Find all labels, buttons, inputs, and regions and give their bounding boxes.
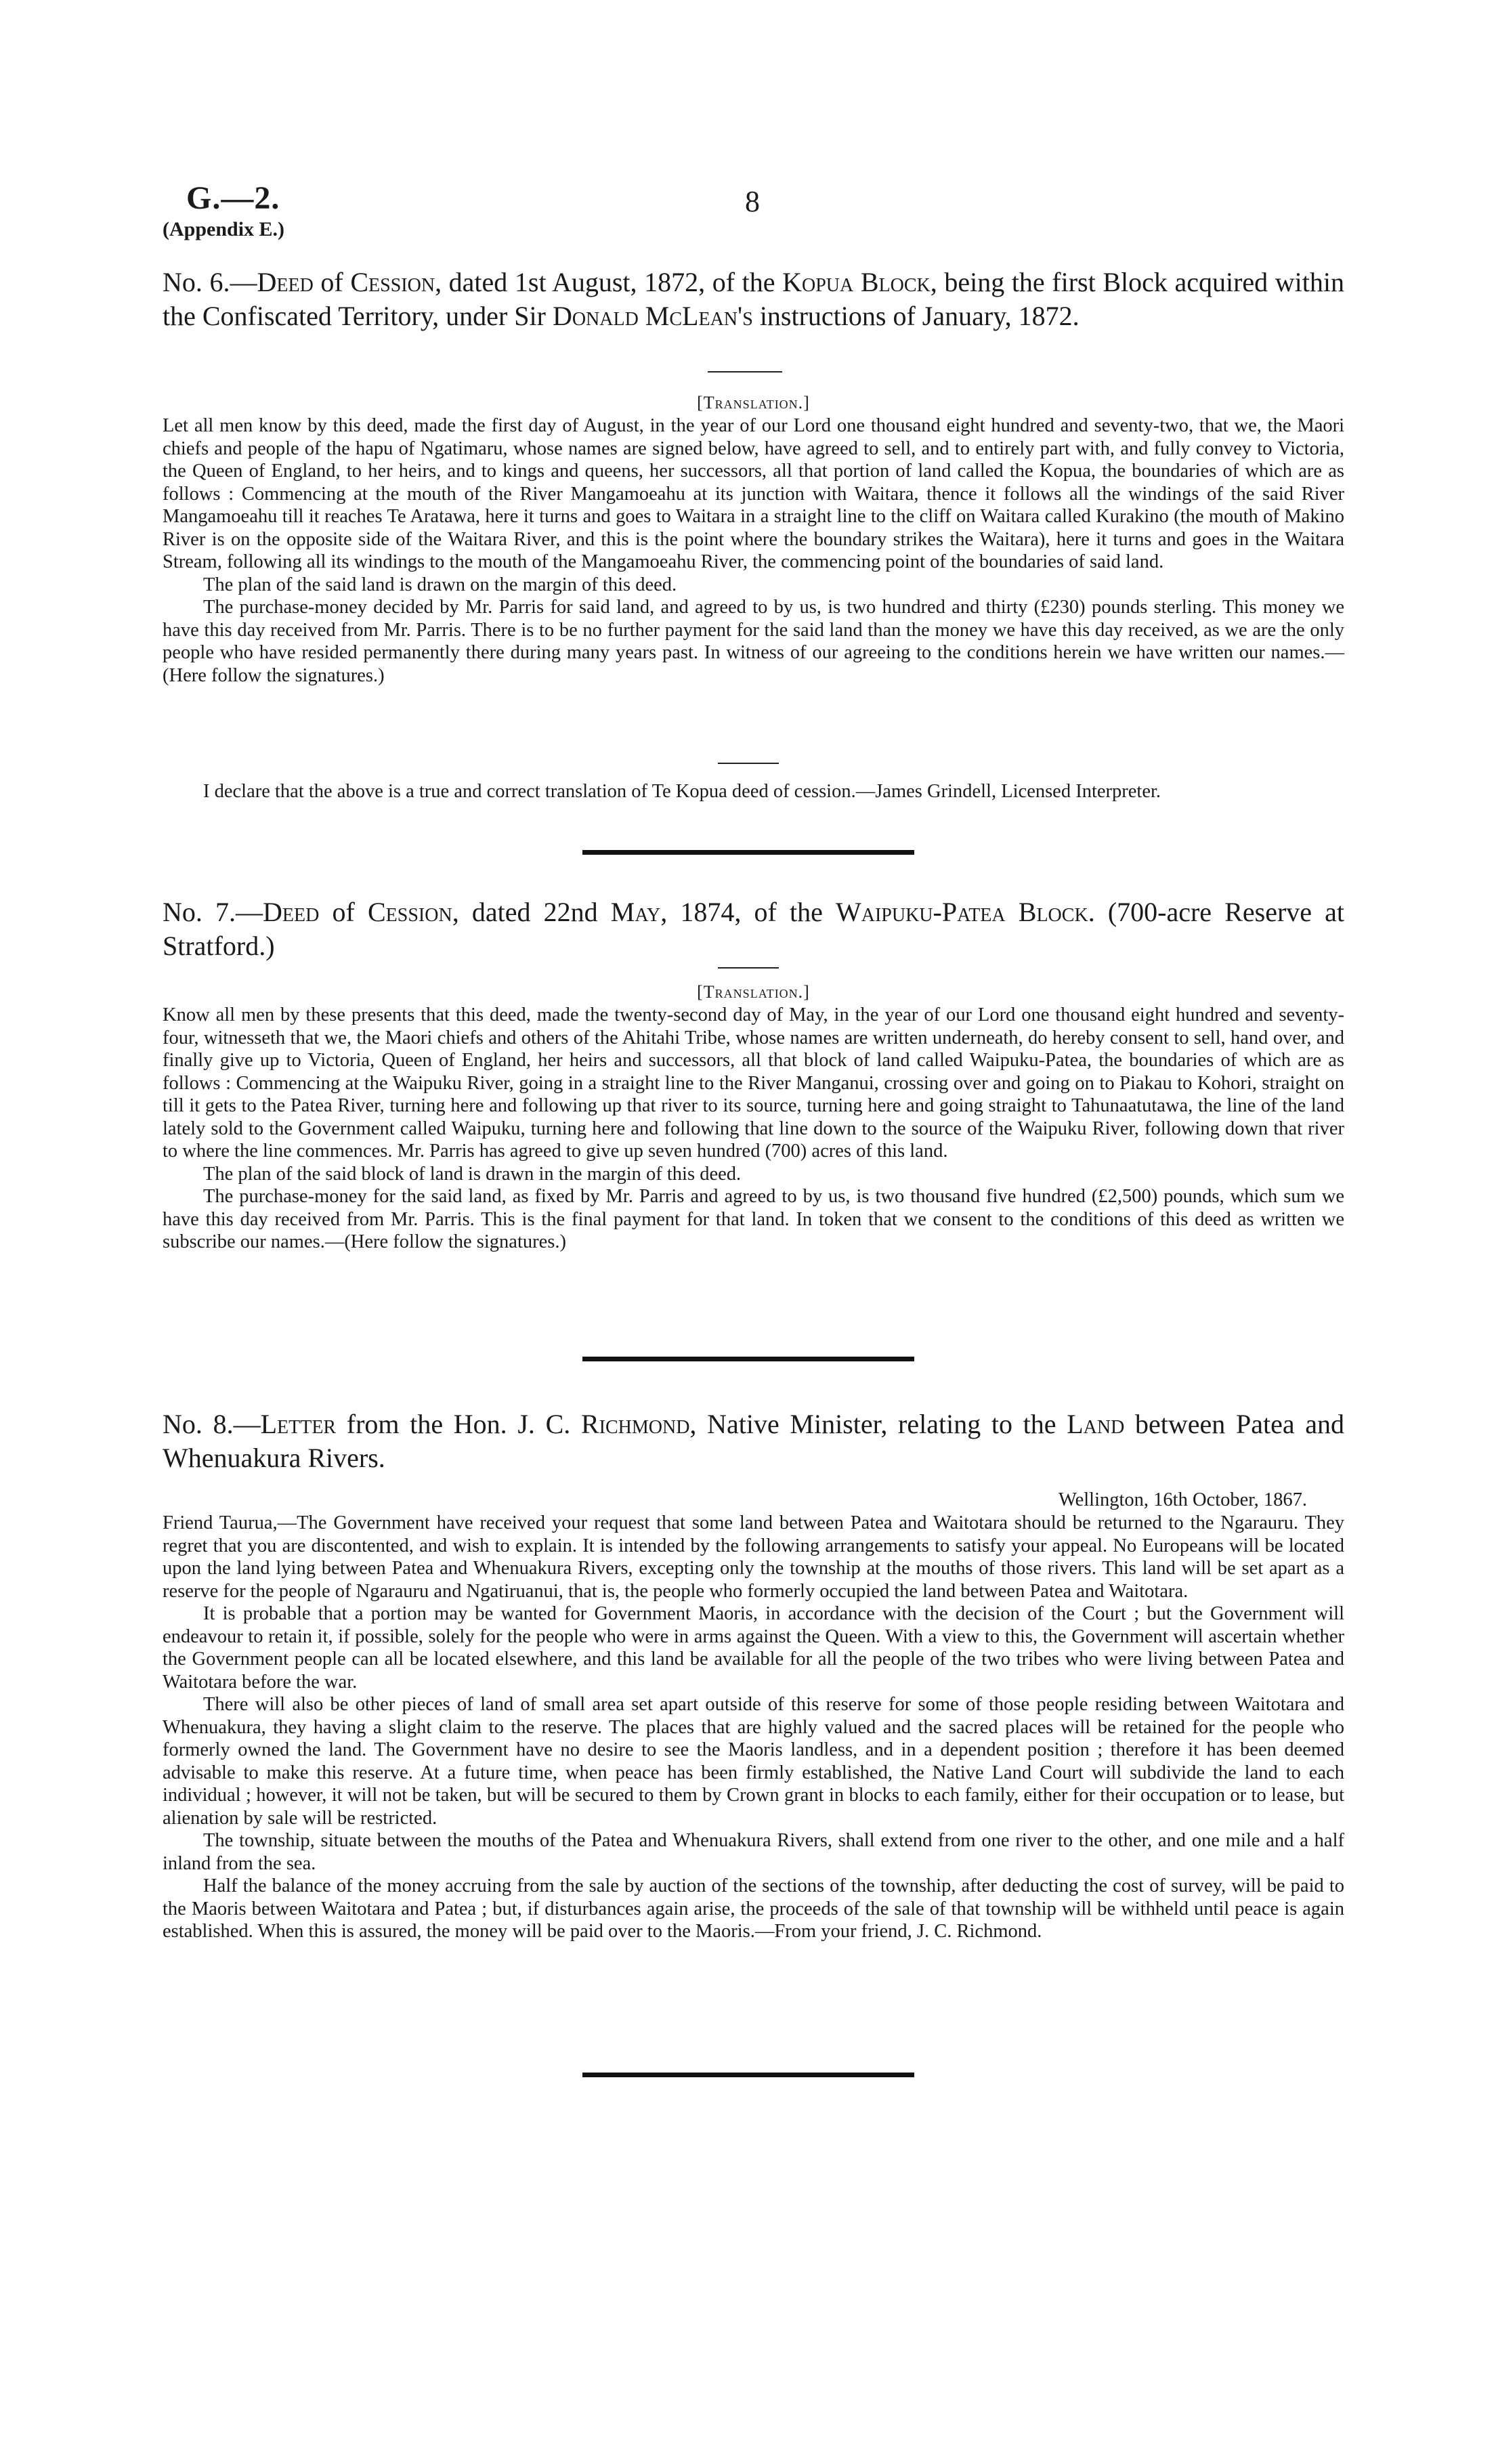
doc6-rule-top	[708, 371, 782, 373]
doc8-paragraph-5: Half the balance of the money accruing from the sale by auction of the sections of the township, after deducting the cost of survey, will be paid to the Maoris between Waitotara and Patea ; but, if disturbances again arise, the proceeds of the sale of that township will be withheld until peace is again established. When this is assured, the money will be paid over to the Maoris.—From your friend, J. C. Richmond.	[163, 1875, 1344, 1942]
doc6-heading: No. 6.—Deed of Cession, dated 1st August, 1872, of the Kopua Block, being the first Block acquired within the Confiscated Territory, under Sir Donald McLean's instructions of January, 1872.	[163, 267, 1344, 331]
doc8-body	[163, 1512, 1344, 1943]
doc8-paragraph-3: There will also be other pieces of land of small area set apart outside of this reserve for some of those people residing between Waitotara and Whenuakura, they having a slight claim to the reserve. The places that are highly valued and the sacred places will be retained for the people who formerly owned the land. The Government have no desire to see the Maoris landless, and in a dependent position ; therefore it has been deemed advisable to make this reserve. At a future time, when peace has been firmly established, the Native Land Court will subdivide the land to each individual ; however, it will not be taken, but will be secured to them by Crown grant in blocks to each family, either for their occupation or to lease, but alienation by sale will be restricted.	[163, 1694, 1344, 1829]
doc6-rule-bottom	[718, 763, 779, 764]
paper-code: G.—2.	[186, 180, 280, 216]
doc8-heading: No. 8.—Letter from the Hon. J. C. Richmond, Native Minister, relating to the Land between Patea and Whenuakura Rivers.	[163, 1409, 1345, 1473]
section-divider-3	[582, 2073, 914, 2077]
doc7-heading: No. 7.—Deed of Cession, dated 22nd May, 1874, of the Waipuku-Patea Block. (700-acre Reserve at Stratford.)	[163, 897, 1345, 961]
doc7-paragraph-1: Know all men by these presents that this deed, made the twenty-second day of May, in the year of our Lord one thousand eight hundred and seventy-four, witnesseth that we, the Maori chiefs and others of the Ahitahi Tribe, whose names are written underneath, do hereby consent to sell, hand over, and finally give up to Victoria, Queen of England, her heirs and successors, all that block of land called Waipuku-Patea, the boundaries of which are as follows : Commencing at the Waipuku River, going in a straight line to the River Manganui, crossing over and going on to Piakau to Kohori, straight on till it gets to the Patea River, turning here and following up that river to its source, turning here and going straight to Tahunaatutawa, the line of the land lately sold to the Government called Waipuku, turning here and following that line down to the source of the Waipuku River, following down that river to where the line commences. Mr. Parris has agreed to give up seven hundred (700) acres of this land.	[163, 1004, 1344, 1162]
doc6-declaration-block	[163, 780, 1344, 803]
doc7-rule-top	[718, 967, 779, 969]
section-divider-2	[582, 1357, 914, 1361]
doc6-paragraph-2: The plan of the said land is drawn on the margin of this deed.	[203, 574, 677, 595]
doc6-paragraph-1: Let all men know by this deed, made the first day of August, in the year of our Lord one thousand eight hundred and seventy-two, that we, the Maori chiefs and people of the hapu of Ngatimaru, whose names are signed below, have agreed to sell, and to entirely part with, and fully convey to Victoria, the Queen of England, to her heirs, and to kings and queens, her successors, all that portion of land called the Kopua, the boundaries of which are as follows : Commencing at the mouth of the River Mangamoeahu at its junction with Waitara, thence it follows all the windings of the said River Mangamoeahu till it reaches Te Aratawa, here it turns and goes to Waitara in a straight line to the cliff on Waitara called Kurakino (the mouth of Makino River is on the opposite side of the Waitara River, and this is the point where the boundary strikes the Waitara), here it turns and goes in the Waitara Stream, following all its windings to the mouth of the Mangamoeahu River, the commencing point of the boundaries of said land.	[163, 415, 1344, 572]
appendix-label: (Appendix E.)	[163, 218, 285, 240]
doc7-translation-label: [Translation.]	[697, 982, 810, 1002]
doc8-paragraph-1: Friend Tauruа,—The Government have received your request that some land between Patea and Waitotara should be returned to the Ngarauru. They regret that you are discontented, and wish to explain. It is intended by the following arrangements to satisfy your appeal. No Europeans will be located upon the land lying between Patea and Whenuakura Rivers, excepting only the township at the mouths of those rivers. This land will be set apart as a reserve for the people of Ngarauru and Ngatiruanui, that is, the people who formerly occupied the land between Patea and Waitotara.	[163, 1512, 1344, 1602]
doc7-paragraph-2: The plan of the said block of land is drawn in the margin of this deed.	[203, 1163, 742, 1185]
doc8-dateline: Wellington, 16th October, 1867.	[1058, 1489, 1307, 1510]
doc6-translation-label: [Translation.]	[697, 393, 810, 412]
page-number: 8	[745, 185, 760, 218]
doc7-body	[163, 1004, 1344, 1254]
section-divider-1	[582, 850, 914, 855]
doc6-paragraph-3: The purchase-money decided by Mr. Parris for said land, and agreed to by us, is two hundred and thirty (£230) pounds sterling. This money we have this day received from Mr. Parris. There is to be no further payment for the said land than the money we have this day received, as we are the only people who have resided permanently there during many years past. In witness of our agreeing to the conditions herein we have written our names.—(Here follow the signatures.)	[163, 597, 1344, 686]
doc7-paragraph-3: The purchase-money for the said land, as fixed by Mr. Parris and agreed to by us, is two thousand five hundred (£2,500) pounds, which sum we have this day received from Mr. Parris. This is the final payment for that land. In token that we consent to the conditions of this deed as written we subscribe our names.—(Here follow the signatures.)	[163, 1186, 1344, 1252]
doc6-declaration: I declare that the above is a true and correct translation of Te Kopua deed of cession.—James Grindell, Licensed Interpreter.	[203, 781, 1161, 802]
doc6-body	[163, 415, 1344, 687]
doc8-paragraph-4: The township, situate between the mouths of the Patea and Whenuakura Rivers, shall extend from one river to the other, and one mile and a half inland from the sea.	[163, 1830, 1344, 1874]
doc8-paragraph-2: It is probable that a portion may be wanted for Government Maoris, in accordance with the decision of the Court ; but the Government will endeavour to retain it, if possible, solely for the people who were in arms against the Queen. With a view to this, the Government will ascertain whether the Government people can all be located elsewhere, and this land be available for all the people of the two tribes who were living between Patea and Waitotara before the war.	[163, 1603, 1344, 1693]
